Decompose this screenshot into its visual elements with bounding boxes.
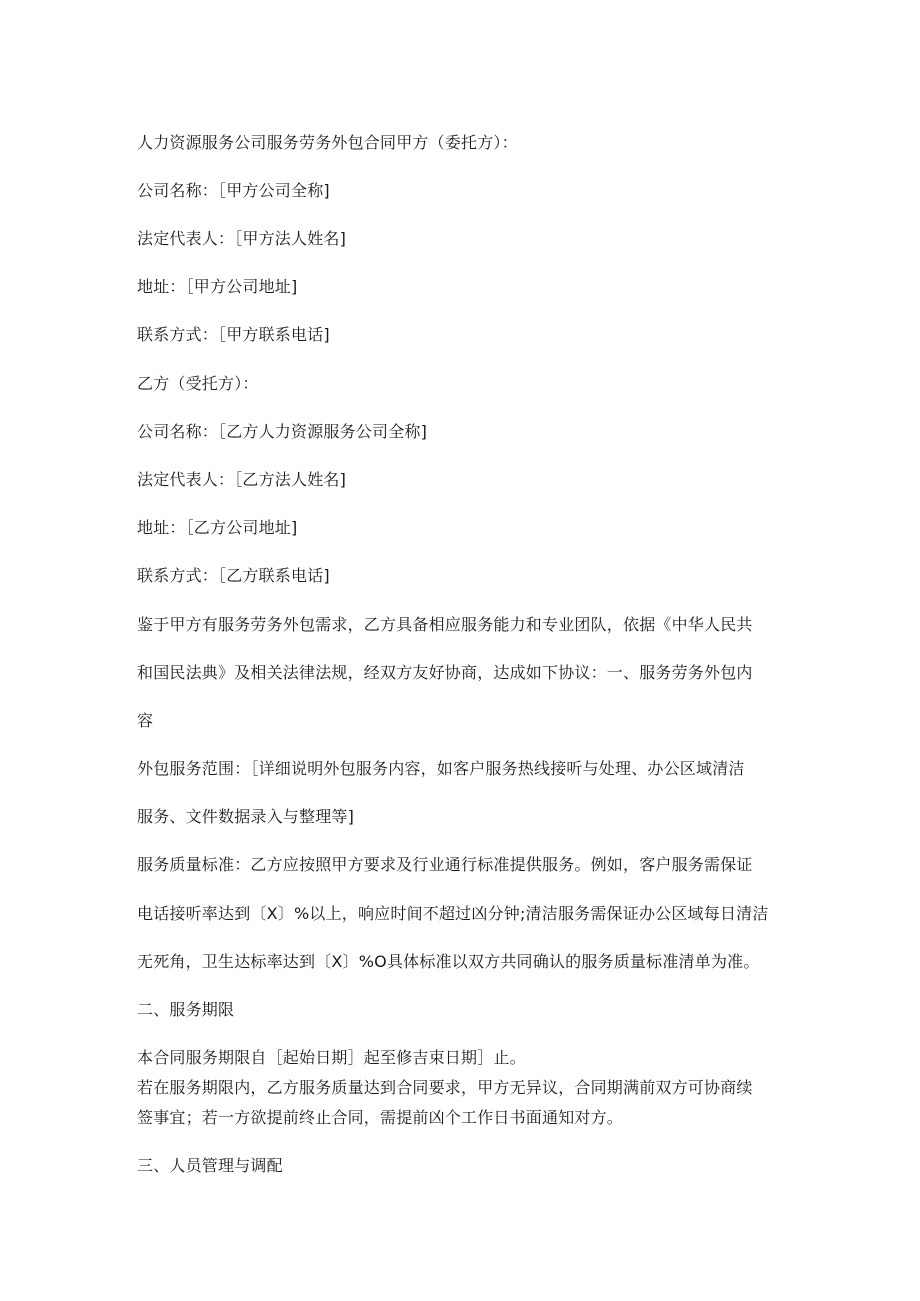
party-b-company-name: 公司名称：［乙方人力资源服务公司全称] [137,422,428,441]
service-scope-line-1: 外包服务范围：［详细说明外包服务内容，如客户服务热线接听与处理、办公区域清洁 [137,759,745,778]
preamble-line-1: 鉴于甲方有服务劳务外包需求，乙方具备相应服务能力和专业团队，依据《中华人民共 [137,615,753,634]
party-a-legal-representative: 法定代表人：［甲方法人姓名] [137,229,347,248]
service-quality-line-2: 电话接听率达到〔X〕%以上，响应时间不超过凶分钟;清洁服务需保证办公区域每日清洁 [137,904,769,923]
party-b-contact: 联系方式：［乙方联系电话] [137,566,330,585]
party-b-heading: 乙方（受托方）： [137,374,259,393]
service-term-line-2: 若在服务期限内，乙方服务质量达到合同要求，甲方无异议，合同期满前双方可协商续 [137,1078,753,1097]
party-a-company-name: 公司名称：［甲方公司全称] [137,181,330,200]
service-quality-line-3: 无死角，卫生达标率达到〔X〕%O具体标准以双方共同确认的服务质量标准清单为准。 [137,952,760,971]
party-b-legal-representative: 法定代表人：［乙方法人姓名] [137,470,347,489]
party-a-address: 地址：［甲方公司地址] [137,277,298,296]
party-a-contact: 联系方式：［甲方联系电话] [137,325,330,344]
service-scope-line-2: 服务、文件数据录入与整理等] [137,807,355,826]
service-term-line-3: 签事宜；若一方欲提前终止合同，需提前凶个工作日书面通知对方。 [137,1108,624,1127]
contract-title-party-a-heading: 人力资源服务公司服务劳务外包合同甲方（委托方）： [137,133,518,152]
service-term-line-1: 本合同服务期限自［起始日期］起至修吉束日期］止。 [137,1048,526,1067]
section-3-heading: 三、人员管理与调配 [137,1156,283,1175]
party-b-address: 地址：［乙方公司地址] [137,518,298,537]
preamble-line-3: 容 [137,711,154,730]
section-2-heading: 二、服务期限 [137,1000,235,1019]
preamble-line-2: 和国民法典》及相关法律法规，经双方友好协商，达成如下协议：一、服务劳务外包内 [137,663,753,682]
service-quality-line-1: 服务质量标准：乙方应按照甲方要求及行业通行标准提供服务。例如，客户服务需保证 [137,855,753,874]
